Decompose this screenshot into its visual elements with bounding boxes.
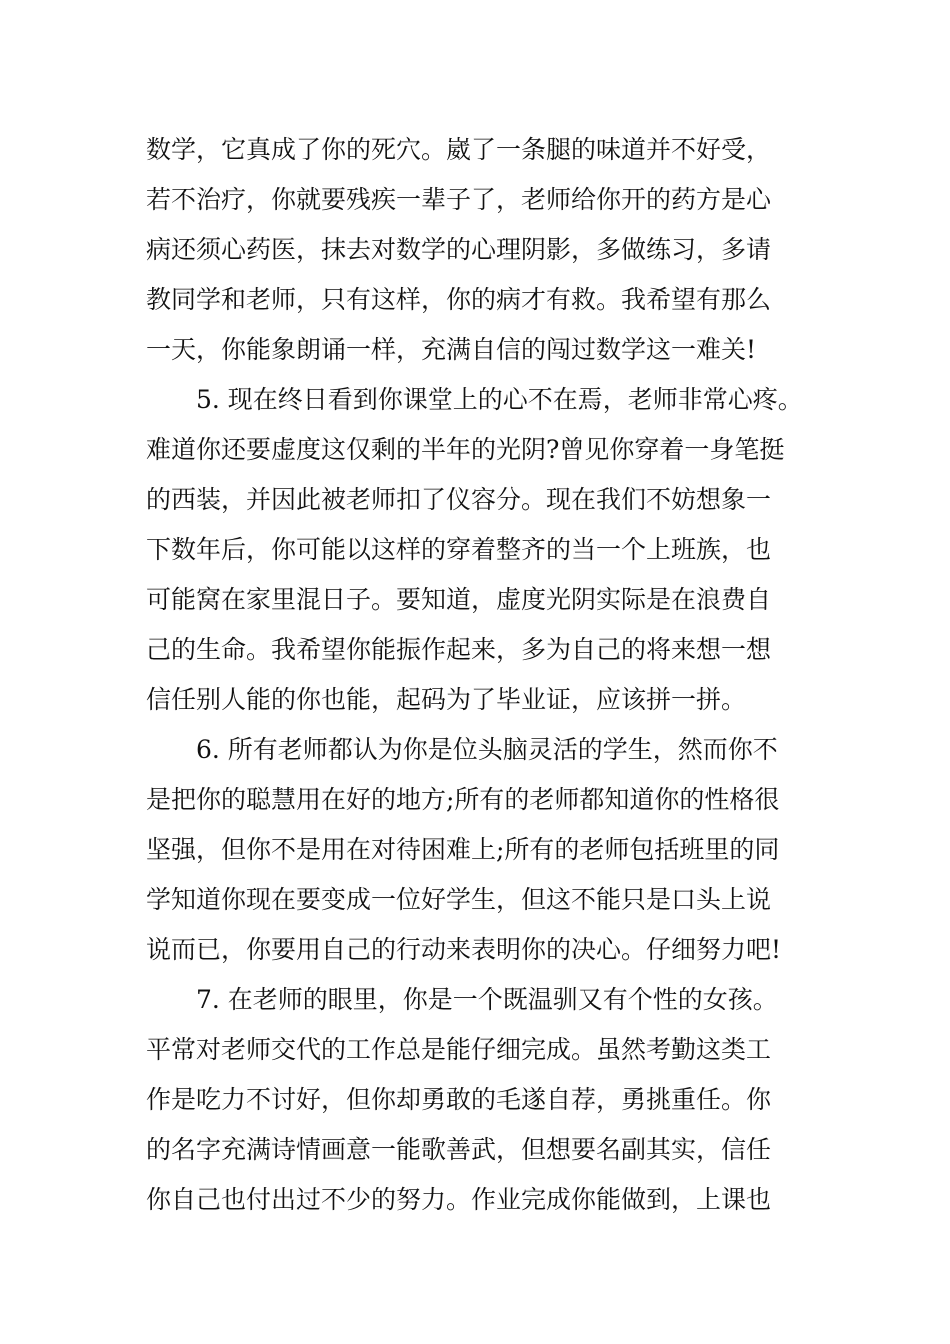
text-line: 说而已，你要用自己的行动来表明你的决心。仔细努力吧! — [146, 935, 782, 964]
text-line: 的名字充满诗情画意一能歌善武，但想要名副其实，信任 — [146, 1135, 772, 1164]
text-line: 一天，你能象朗诵一样，充满自信的闯过数学这一难关! — [146, 335, 757, 364]
text-line: 信任别人能的你也能，起码为了毕业证，应该拼一拼。 — [146, 685, 747, 714]
paragraph-6-first-line: 6. 所有老师都认为你是位头脑灵活的学生，然而你不 — [196, 735, 778, 764]
text-line: 若不治疗，你就要残疾一辈子了，老师给你开的药方是心 — [146, 185, 772, 214]
text-line: 可能窝在家里混日子。要知道，虚度光阴实际是在浪费自 — [146, 585, 772, 614]
text-line: 病还须心药医，抹去对数学的心理阴影，多做练习，多请 — [146, 235, 772, 264]
text-line: 的西装，并因此被老师扣了仪容分。现在我们不妨想象一 — [146, 485, 772, 514]
text-line: 作是吃力不讨好，但你却勇敢的毛遂自荐，勇挑重任。你 — [146, 1085, 772, 1114]
text-line: 教同学和老师，只有这样，你的病才有救。我希望有那么 — [146, 285, 772, 314]
text-line: 下数年后，你可能以这样的穿着整齐的当一个上班族，也 — [146, 535, 772, 564]
paragraph-7-first-line: 7. 在老师的眼里，你是一个既温驯又有个性的女孩。 — [196, 985, 778, 1014]
text-line: 坚强，但你不是用在对待困难上;所有的老师包括班里的同 — [146, 835, 780, 864]
text-line: 平常对老师交代的工作总是能仔细完成。虽然考勤这类工 — [146, 1035, 772, 1064]
body-text — [146, 125, 816, 1225]
text-line: 学知道你现在要变成一位好学生，但这不能只是口头上说 — [146, 885, 772, 914]
text-line: 己的生命。我希望你能振作起来，多为自己的将来想一想 — [146, 635, 772, 664]
text-line: 数学，它真成了你的死穴。崴了一条腿的味道并不好受， — [146, 135, 772, 164]
text-line: 难道你还要虚度这仅剩的半年的光阴?曾见你穿着一身笔挺 — [146, 435, 785, 464]
text-line: 是把你的聪慧用在好的地方;所有的老师都知道你的性格很 — [146, 785, 780, 814]
text-line: 你自己也付出过不少的努力。作业完成你能做到，上课也 — [146, 1185, 772, 1214]
paragraph-5-first-line: 5. 现在终日看到你课堂上的心不在焉，老师非常心疼。 — [196, 385, 803, 414]
